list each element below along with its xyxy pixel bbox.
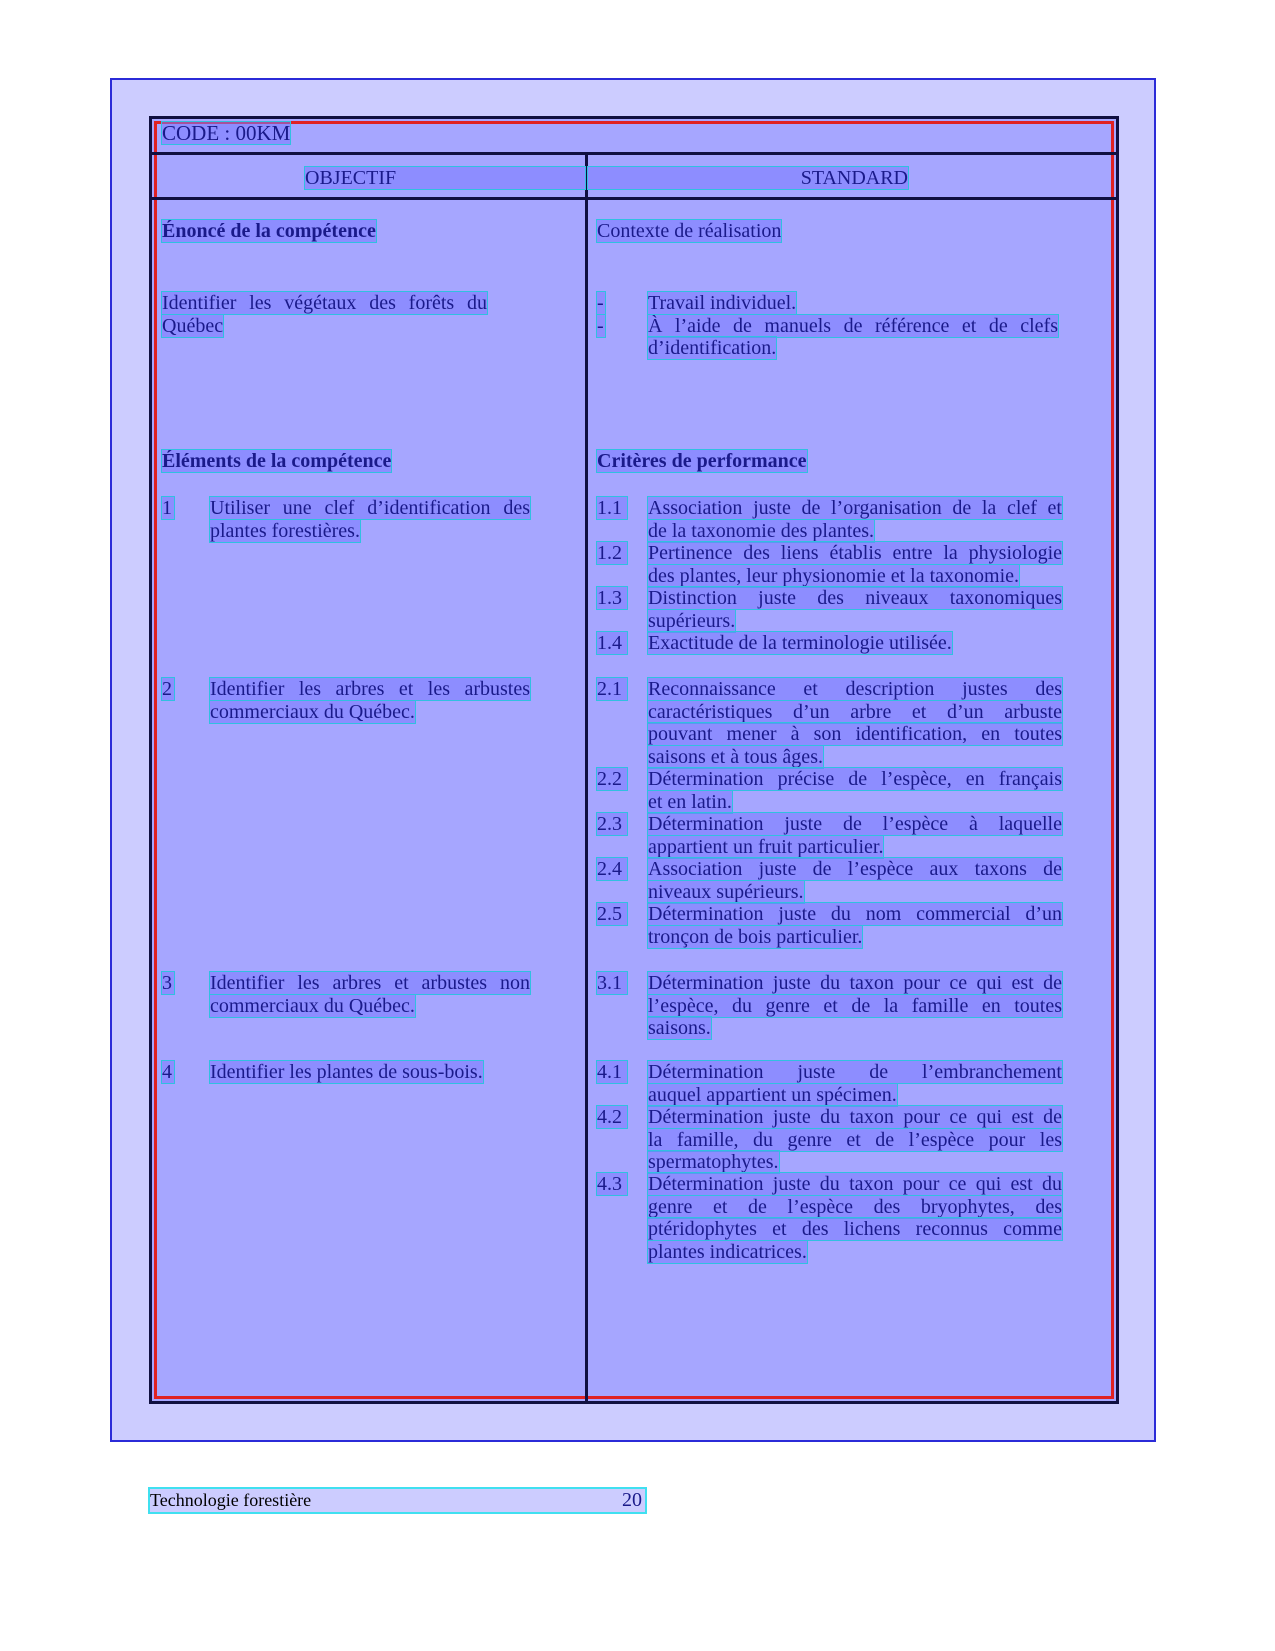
critere-line: plantes indicatrices. <box>648 1240 807 1263</box>
critere-number: 1.4 <box>597 632 627 654</box>
critere-line: genre et de l’espèce des bryophytes, des <box>648 1195 1062 1218</box>
code-label: CODE : 00KM <box>162 121 291 145</box>
objectif-header: OBJECTIF <box>305 167 585 189</box>
critere-line: appartient un fruit particulier. <box>648 835 884 858</box>
critere-number: 1.2 <box>597 542 627 564</box>
critere-line: Détermination précise de l’espèce, en français <box>648 768 1062 790</box>
contexte-title: Contexte de réalisation <box>597 220 782 242</box>
critere-line: ptéridophytes et des lichens reconnus comme <box>648 1218 1062 1240</box>
critere-line: de la taxonomie des plantes. <box>648 519 875 542</box>
critere-line: saisons et à tous âges. <box>648 745 823 768</box>
critere-number: 2.5 <box>597 903 627 925</box>
critere-line: la famille, du genre et de l’espèce pour les <box>648 1128 1062 1151</box>
critere-line: Association juste de l’espèce aux taxons de <box>648 858 1062 880</box>
standard-header: STANDARD <box>588 167 908 189</box>
element-line: plantes forestières. <box>210 519 360 542</box>
critere-line: auquel appartient un spécimen. <box>648 1083 897 1106</box>
critere-line: Détermination juste du nom commercial d’un <box>648 903 1062 925</box>
critere-number: 2.2 <box>597 768 627 790</box>
critere-number: 2.4 <box>597 858 627 880</box>
element-number: 2 <box>162 678 172 700</box>
element-number: 1 <box>162 497 172 519</box>
column-divider <box>585 154 588 1401</box>
critere-line: pouvant mener à son identification, en toutes <box>648 723 1062 745</box>
critere-line: Détermination juste du taxon pour ce qui est de <box>648 972 1062 994</box>
critere-line: Détermination juste de l’espèce à laquelle <box>648 813 1062 835</box>
critere-line: et en latin. <box>648 790 732 813</box>
element-number: 3 <box>162 972 172 994</box>
critere-number: 1.3 <box>597 587 627 609</box>
element-line: Identifier les arbres et les arbustes <box>210 678 530 700</box>
contexte-line: À l’aide de manuels de référence et de clefs <box>648 314 1058 337</box>
element-line: Utiliser une clef d’identification des <box>210 497 530 519</box>
critere-line: Reconnaissance et description justes des <box>648 678 1062 700</box>
critere-line: saisons. <box>648 1017 711 1039</box>
element-line: commerciaux du Québec. <box>210 994 415 1017</box>
element-line: Identifier les arbres et arbustes non <box>210 972 530 994</box>
elements-title: Éléments de la compétence <box>162 450 392 472</box>
critere-line: Détermination juste du taxon pour ce qui est du <box>648 1173 1062 1195</box>
contexte-line: d’identification. <box>648 337 777 359</box>
bullet-marker: - <box>597 314 604 337</box>
critere-line: Détermination juste du taxon pour ce qui est de <box>648 1106 1062 1128</box>
critere-number: 4.1 <box>597 1061 627 1083</box>
footer-title: Technologie forestière <box>150 1490 312 1510</box>
critere-number: 4.3 <box>597 1173 627 1195</box>
critere-line: Distinction juste des niveaux taxonomiques <box>648 587 1062 609</box>
header-divider-top <box>152 152 1116 155</box>
contexte-line: Travail individuel. <box>648 292 797 314</box>
critere-number: 4.2 <box>597 1106 627 1128</box>
element-number: 4 <box>162 1061 172 1083</box>
enonce-line: Québec <box>162 314 224 337</box>
critere-line: des plantes, leur physionomie et la taxonomie. <box>648 564 1020 587</box>
critere-number: 3.1 <box>597 972 627 994</box>
page-number: 20 <box>622 1489 642 1511</box>
critere-line: caractéristiques d’un arbre et d’un arbuste <box>648 700 1062 723</box>
enonce-title: Énoncé de la compétence <box>162 220 376 242</box>
header-divider-bottom <box>152 197 1116 200</box>
element-line: Identifier les plantes de sous-bois. <box>210 1061 483 1083</box>
critere-number: 2.1 <box>597 678 627 700</box>
critere-line: l’espèce, du genre et de la famille en toutes <box>648 994 1062 1017</box>
critere-line: Association juste de l’organisation de la clef et <box>648 497 1062 519</box>
critere-line: Pertinence des liens établis entre la physiologie <box>648 542 1062 564</box>
element-line: commerciaux du Québec. <box>210 700 415 723</box>
critere-line: spermatophytes. <box>648 1151 779 1173</box>
critere-number: 1.1 <box>597 497 627 519</box>
enonce-line: Identifier les végétaux des forêts du <box>162 292 487 314</box>
critere-line: Détermination juste de l’embranchement <box>648 1061 1062 1083</box>
criteres-title: Critères de performance <box>597 450 807 472</box>
critere-number: 2.3 <box>597 813 627 835</box>
critere-line: niveaux supérieurs. <box>648 880 804 903</box>
critere-line: tronçon de bois particulier. <box>648 925 863 948</box>
critere-line: supérieurs. <box>648 609 736 632</box>
bullet-marker: - <box>597 292 604 314</box>
critere-line: Exactitude de la terminologie utilisée. <box>648 632 952 654</box>
